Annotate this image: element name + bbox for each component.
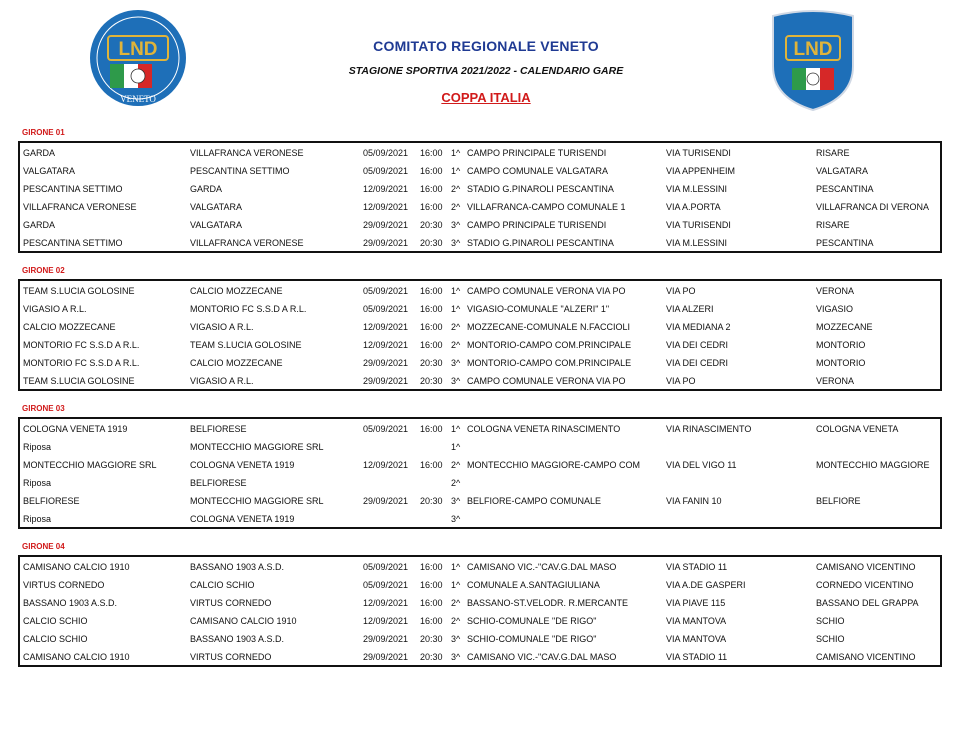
competition-title: COPPA ITALIA [441, 90, 531, 105]
home-team: CALCIO SCHIO [23, 634, 88, 644]
match-time: 16:00 [420, 598, 443, 608]
away-team: VILLAFRANCA VERONESE [190, 148, 304, 158]
city: PESCANTINA [816, 184, 874, 194]
match-time: 16:00 [420, 148, 443, 158]
home-team: PESCANTINA SETTIMO [23, 238, 123, 248]
home-team: CAMISANO CALCIO 1910 [23, 562, 130, 572]
match-date: 12/09/2021 [363, 598, 409, 608]
fixture-row [20, 162, 940, 180]
away-team: CALCIO SCHIO [190, 580, 255, 590]
venue: COLOGNA VENETA RINASCIMENTO [467, 424, 621, 434]
match-time: 20:30 [420, 496, 443, 506]
fixture-row [20, 558, 940, 576]
address: VIA MANTOVA [666, 616, 727, 626]
venue: CAMPO COMUNALE VERONA VIA PO [467, 376, 626, 386]
round: 1^ [451, 562, 461, 572]
venue: BASSANO-ST.VELODR. R.MERCANTE [467, 598, 629, 608]
away-team: VIGASIO A R.L. [190, 322, 254, 332]
group-title: GIRONE 03 [22, 404, 65, 413]
city: MONTECCHIO MAGGIORE [816, 460, 930, 470]
match-date: 05/09/2021 [363, 562, 409, 572]
address: VIA TURISENDI [666, 220, 731, 230]
venue: MONTORIO-CAMPO COM.PRINCIPALE [467, 340, 632, 350]
address: VIA RINASCIMENTO [666, 424, 752, 434]
match-date: 05/09/2021 [363, 148, 409, 158]
away-team: VILLAFRANCA VERONESE [190, 238, 304, 248]
fixture-row [20, 420, 940, 438]
round: 2^ [451, 598, 461, 608]
round: 1^ [451, 580, 461, 590]
home-team: TEAM S.LUCIA GOLOSINE [23, 376, 135, 386]
away-team: COLOGNA VENETA 1919 [190, 514, 295, 524]
home-team: MONTORIO FC S.S.D A R.L. [23, 340, 140, 350]
fixture-row [20, 198, 940, 216]
fixture-row [20, 300, 940, 318]
away-team: MONTECCHIO MAGGIORE SRL [190, 442, 324, 452]
match-time: 20:30 [420, 358, 443, 368]
fixture-row [20, 456, 940, 474]
address: VIA STADIO 11 [666, 652, 728, 662]
venue: CAMISANO VIC.-"CAV.G.DAL MASO [467, 562, 617, 572]
address: VIA PO [666, 286, 696, 296]
match-time: 16:00 [420, 202, 443, 212]
address: VIA MEDIANA 2 [666, 322, 731, 332]
city: COLOGNA VENETA [816, 424, 899, 434]
round: 2^ [451, 460, 461, 470]
address: VIA APPENHEIM [666, 166, 736, 176]
group-table [18, 417, 942, 529]
round: 2^ [451, 322, 461, 332]
city: SCHIO [816, 634, 845, 644]
city: VERONA [816, 376, 855, 386]
away-team: VALGATARA [190, 220, 243, 230]
match-time: 16:00 [420, 580, 443, 590]
home-team: BASSANO 1903 A.S.D. [23, 598, 118, 608]
home-team: TEAM S.LUCIA GOLOSINE [23, 286, 135, 296]
address: VIA M.LESSINI [666, 184, 728, 194]
round: 1^ [451, 442, 461, 452]
home-team: GARDA [23, 220, 56, 230]
round: 3^ [451, 220, 461, 230]
group-table [18, 141, 942, 253]
city: MONTORIO [816, 340, 866, 350]
match-time: 20:30 [420, 652, 443, 662]
round: 3^ [451, 652, 461, 662]
city: SCHIO [816, 616, 845, 626]
city: VIGASIO [816, 304, 854, 314]
fixture-row [20, 510, 940, 528]
away-team: CAMISANO CALCIO 1910 [190, 616, 297, 626]
venue: VILLAFRANCA-CAMPO COMUNALE 1 [467, 202, 626, 212]
address: VIA DEI CEDRI [666, 358, 729, 368]
match-time: 16:00 [420, 424, 443, 434]
match-date: 12/09/2021 [363, 616, 409, 626]
season-subtitle: STAGIONE SPORTIVA 2021/2022 - CALENDARIO GARE [348, 65, 624, 77]
city: CAMISANO VICENTINO [816, 652, 916, 662]
address: VIA STADIO 11 [666, 562, 728, 572]
match-time: 16:00 [420, 562, 443, 572]
match-date: 12/09/2021 [363, 460, 409, 470]
match-date: 29/09/2021 [363, 496, 409, 506]
away-team: VIRTUS CORNEDO [190, 598, 272, 608]
home-team: MONTECCHIO MAGGIORE SRL [23, 460, 157, 470]
round: 3^ [451, 514, 461, 524]
away-team: VIGASIO A R.L. [190, 376, 254, 386]
match-time: 20:30 [420, 634, 443, 644]
fixture-row [20, 354, 940, 372]
city: VERONA [816, 286, 855, 296]
match-date: 29/09/2021 [363, 220, 409, 230]
match-date: 29/09/2021 [363, 238, 409, 248]
address: VIA PIAVE 115 [666, 598, 726, 608]
match-time: 16:00 [420, 616, 443, 626]
round: 3^ [451, 496, 461, 506]
fixture-row [20, 438, 940, 456]
away-team: VALGATARA [190, 202, 243, 212]
home-team: CAMISANO CALCIO 1910 [23, 652, 130, 662]
match-date: 05/09/2021 [363, 424, 409, 434]
home-team: CALCIO MOZZECANE [23, 322, 116, 332]
fixture-row [20, 474, 940, 492]
svg-text:LND: LND [793, 39, 833, 60]
round: 2^ [451, 202, 461, 212]
group-table [18, 555, 942, 667]
round: 2^ [451, 184, 461, 194]
venue: MONTECCHIO MAGGIORE-CAMPO COM [467, 460, 640, 470]
svg-text:VENETO: VENETO [120, 94, 156, 104]
match-time: 16:00 [420, 322, 443, 332]
fixture-row [20, 144, 940, 162]
home-team: MONTORIO FC S.S.D A R.L. [23, 358, 140, 368]
match-date: 29/09/2021 [363, 358, 409, 368]
match-time: 20:30 [420, 220, 443, 230]
fixture-row [20, 576, 940, 594]
venue: BELFIORE-CAMPO COMUNALE [467, 496, 602, 506]
city: MONTORIO [816, 358, 866, 368]
away-team: TEAM S.LUCIA GOLOSINE [190, 340, 302, 350]
match-date: 05/09/2021 [363, 286, 409, 296]
city: MOZZECANE [816, 322, 873, 332]
city: RISARE [816, 220, 850, 230]
round: 3^ [451, 634, 461, 644]
match-date: 12/09/2021 [363, 184, 409, 194]
address: VIA DEI CEDRI [666, 340, 729, 350]
away-team: BELFIORESE [190, 478, 247, 488]
address: VIA DEL VIGO 11 [666, 460, 737, 470]
address: VIA PO [666, 376, 696, 386]
home-team: Riposa [23, 478, 52, 488]
match-date: 12/09/2021 [363, 322, 409, 332]
match-time: 16:00 [420, 184, 443, 194]
venue: STADIO G.PINAROLI PESCANTINA [467, 238, 614, 248]
fixture-row [20, 594, 940, 612]
venue: MOZZECANE-COMUNALE N.FACCIOLI [467, 322, 631, 332]
fixture-row [20, 216, 940, 234]
round: 1^ [451, 304, 461, 314]
fixture-row [20, 234, 940, 252]
away-team: CALCIO MOZZECANE [190, 358, 283, 368]
venue: COMUNALE A.SANTAGIULIANA [467, 580, 600, 590]
round: 1^ [451, 148, 461, 158]
round: 1^ [451, 286, 461, 296]
venue: CAMPO PRINCIPALE TURISENDI [467, 220, 607, 230]
home-team: VIRTUS CORNEDO [23, 580, 105, 590]
city: VILLAFRANCA DI VERONA [816, 202, 930, 212]
match-time: 20:30 [420, 238, 443, 248]
home-team: VALGATARA [23, 166, 76, 176]
committee-title: COMITATO REGIONALE VENETO [373, 38, 599, 54]
venue: CAMPO COMUNALE VERONA VIA PO [467, 286, 626, 296]
match-time: 16:00 [420, 304, 443, 314]
match-time: 16:00 [420, 340, 443, 350]
away-team: CALCIO MOZZECANE [190, 286, 283, 296]
venue: STADIO G.PINAROLI PESCANTINA [467, 184, 614, 194]
fixture-row [20, 372, 940, 390]
match-time: 16:00 [420, 166, 443, 176]
venue: CAMPO PRINCIPALE TURISENDI [467, 148, 607, 158]
home-team: Riposa [23, 442, 52, 452]
away-team: BELFIORESE [190, 424, 247, 434]
home-team: PESCANTINA SETTIMO [23, 184, 123, 194]
city: CORNEDO VICENTINO [816, 580, 914, 590]
away-team: COLOGNA VENETA 1919 [190, 460, 295, 470]
group-table [18, 279, 942, 391]
city: VALGATARA [816, 166, 869, 176]
svg-text:LND: LND [118, 39, 158, 60]
venue: SCHIO-COMUNALE "DE RIGO" [467, 616, 597, 626]
address: VIA A.PORTA [666, 202, 721, 212]
away-team: VIRTUS CORNEDO [190, 652, 272, 662]
round: 1^ [451, 424, 461, 434]
city: CAMISANO VICENTINO [816, 562, 916, 572]
group-title: GIRONE 04 [22, 542, 65, 551]
city: BASSANO DEL GRAPPA [816, 598, 919, 608]
away-team: MONTECCHIO MAGGIORE SRL [190, 496, 324, 506]
home-team: Riposa [23, 514, 52, 524]
round: 2^ [451, 340, 461, 350]
match-time: 16:00 [420, 286, 443, 296]
address: VIA A.DE GASPERI [666, 580, 746, 590]
away-team: PESCANTINA SETTIMO [190, 166, 290, 176]
match-date: 29/09/2021 [363, 376, 409, 386]
round: 3^ [451, 238, 461, 248]
venue: MONTORIO-CAMPO COM.PRINCIPALE [467, 358, 632, 368]
city: PESCANTINA [816, 238, 874, 248]
venue: SCHIO-COMUNALE "DE RIGO" [467, 634, 597, 644]
address: VIA TURISENDI [666, 148, 731, 158]
group-title: GIRONE 01 [22, 128, 65, 137]
fixture-row [20, 492, 940, 510]
match-date: 29/09/2021 [363, 634, 409, 644]
home-team: VIGASIO A R.L. [23, 304, 87, 314]
fixture-row [20, 318, 940, 336]
match-date: 12/09/2021 [363, 340, 409, 350]
round: 3^ [451, 358, 461, 368]
round: 2^ [451, 478, 461, 488]
round: 1^ [451, 166, 461, 176]
home-team: GARDA [23, 148, 56, 158]
match-date: 05/09/2021 [363, 166, 409, 176]
home-team: CALCIO SCHIO [23, 616, 88, 626]
venue: VIGASIO-COMUNALE "ALZERI" 1" [467, 304, 610, 314]
home-team: BELFIORESE [23, 496, 80, 506]
fixture-row [20, 630, 940, 648]
address: VIA FANIN 10 [666, 496, 722, 506]
city: BELFIORE [816, 496, 861, 506]
away-team: BASSANO 1903 A.S.D. [190, 562, 285, 572]
fixture-row [20, 336, 940, 354]
round: 3^ [451, 376, 461, 386]
address: VIA ALZERI [666, 304, 714, 314]
away-team: MONTORIO FC S.S.D A R.L. [190, 304, 307, 314]
match-date: 29/09/2021 [363, 652, 409, 662]
fixture-row [20, 612, 940, 630]
match-date: 05/09/2021 [363, 580, 409, 590]
home-team: COLOGNA VENETA 1919 [23, 424, 128, 434]
match-date: 05/09/2021 [363, 304, 409, 314]
match-time: 20:30 [420, 376, 443, 386]
venue: CAMISANO VIC.-"CAV.G.DAL MASO [467, 652, 617, 662]
fixture-row [20, 180, 940, 198]
away-team: GARDA [190, 184, 223, 194]
fixture-row [20, 282, 940, 300]
city: RISARE [816, 148, 850, 158]
fixture-row [20, 648, 940, 666]
match-time: 16:00 [420, 460, 443, 470]
group-title: GIRONE 02 [22, 266, 65, 275]
round: 2^ [451, 616, 461, 626]
away-team: BASSANO 1903 A.S.D. [190, 634, 285, 644]
address: VIA M.LESSINI [666, 238, 728, 248]
address: VIA MANTOVA [666, 634, 727, 644]
venue: CAMPO COMUNALE VALGATARA [467, 166, 609, 176]
match-date: 12/09/2021 [363, 202, 409, 212]
home-team: VILLAFRANCA VERONESE [23, 202, 137, 212]
